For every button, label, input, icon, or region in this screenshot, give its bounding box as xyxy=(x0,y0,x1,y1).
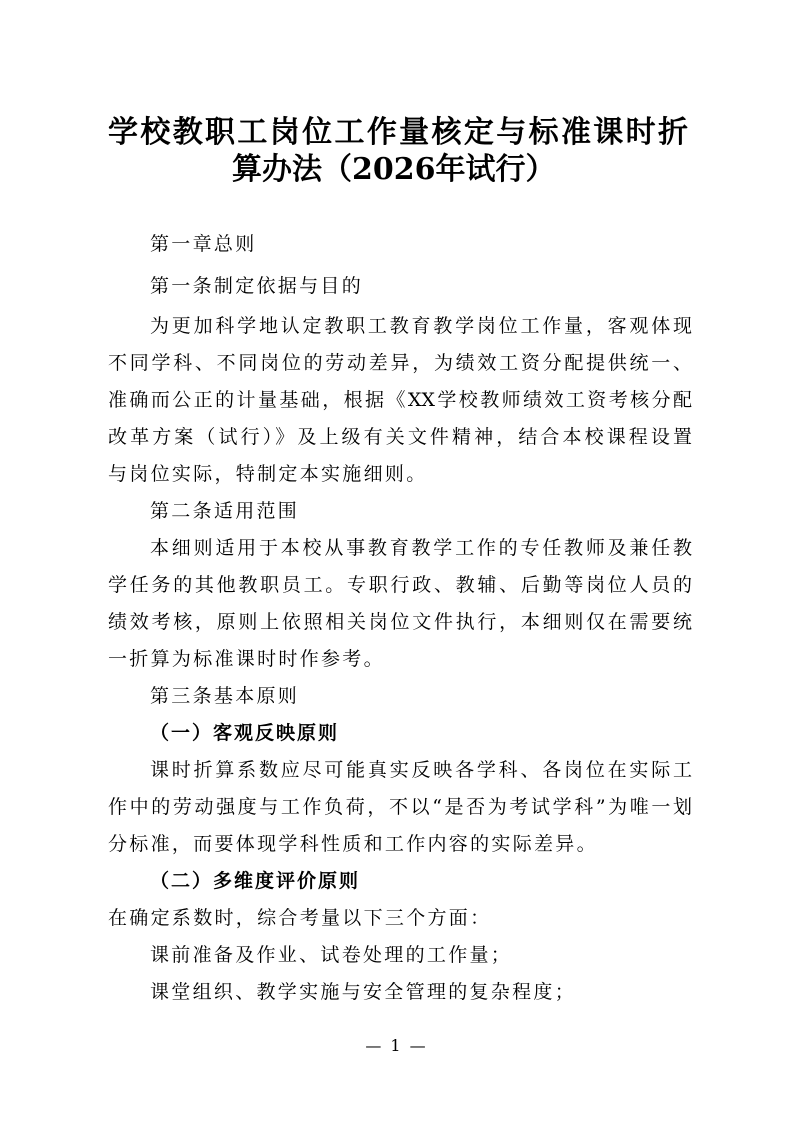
article-1-line: 与岗位实际，特制定本实施细则。 xyxy=(108,463,428,485)
page-number: — 1 — xyxy=(365,1036,428,1055)
principle-2-heading: （二）多维度评价原则 xyxy=(150,870,361,892)
article-1-line: 准确而公正的计量基础，根据《XX学校教师绩效工资考核分配 xyxy=(108,389,692,411)
article-1-line: 为更加科学地认定教职工教育教学岗位工作量，客观体现 xyxy=(150,315,692,337)
principle-1-heading: （一）客观反映原则 xyxy=(150,722,340,744)
principle-1-line: 课时折算系数应尽可能真实反映各学科、各岗位在实际工 xyxy=(150,759,692,781)
article-3-heading: 第三条基本原则 xyxy=(150,685,300,707)
article-2-line: 学任务的其他教职员工。专职行政、教辅、后勤等岗位人员的 xyxy=(108,574,692,596)
article-2-heading: 第二条适用范围 xyxy=(150,500,300,522)
document-title-line-1: 学校教职工岗位工作量核定与标准课时折 xyxy=(108,115,688,150)
principle-1-line: 作中的劳动强度与工作负荷，不以“是否为考试学科”为唯一划 xyxy=(108,796,692,818)
document-title-line-2: 算办法（2026年试行） xyxy=(232,152,556,187)
principle-1-line: 分标准，而要体现学科性质和工作内容的实际差异。 xyxy=(108,833,598,855)
principle-2-item: 课堂组织、教学实施与安全管理的复杂程度； xyxy=(150,981,577,1003)
article-1-heading: 第一条制定依据与目的 xyxy=(150,275,364,297)
principle-2-item: 课前准备及作业、试卷处理的工作量； xyxy=(150,944,513,966)
document-body xyxy=(108,224,692,1011)
article-1-line: 不同学科、不同岗位的劳动差异，为绩效工资分配提供统一、 xyxy=(108,352,692,374)
article-1-line: 改革方案（试行）》及上级有关文件精神，结合本校课程设置 xyxy=(108,426,692,448)
chapter-heading: 第一章总则 xyxy=(150,233,257,255)
article-2-line: 一折算为标准课时时作参考。 xyxy=(108,648,385,670)
article-2-line: 本细则适用于本校从事教育教学工作的专任教师及兼任教 xyxy=(150,537,692,559)
article-2-line: 绩效考核，原则上依照相关岗位文件执行，本细则仅在需要统 xyxy=(108,611,692,633)
principle-2-intro: 在确定系数时，综合考量以下三个方面： xyxy=(108,907,492,929)
